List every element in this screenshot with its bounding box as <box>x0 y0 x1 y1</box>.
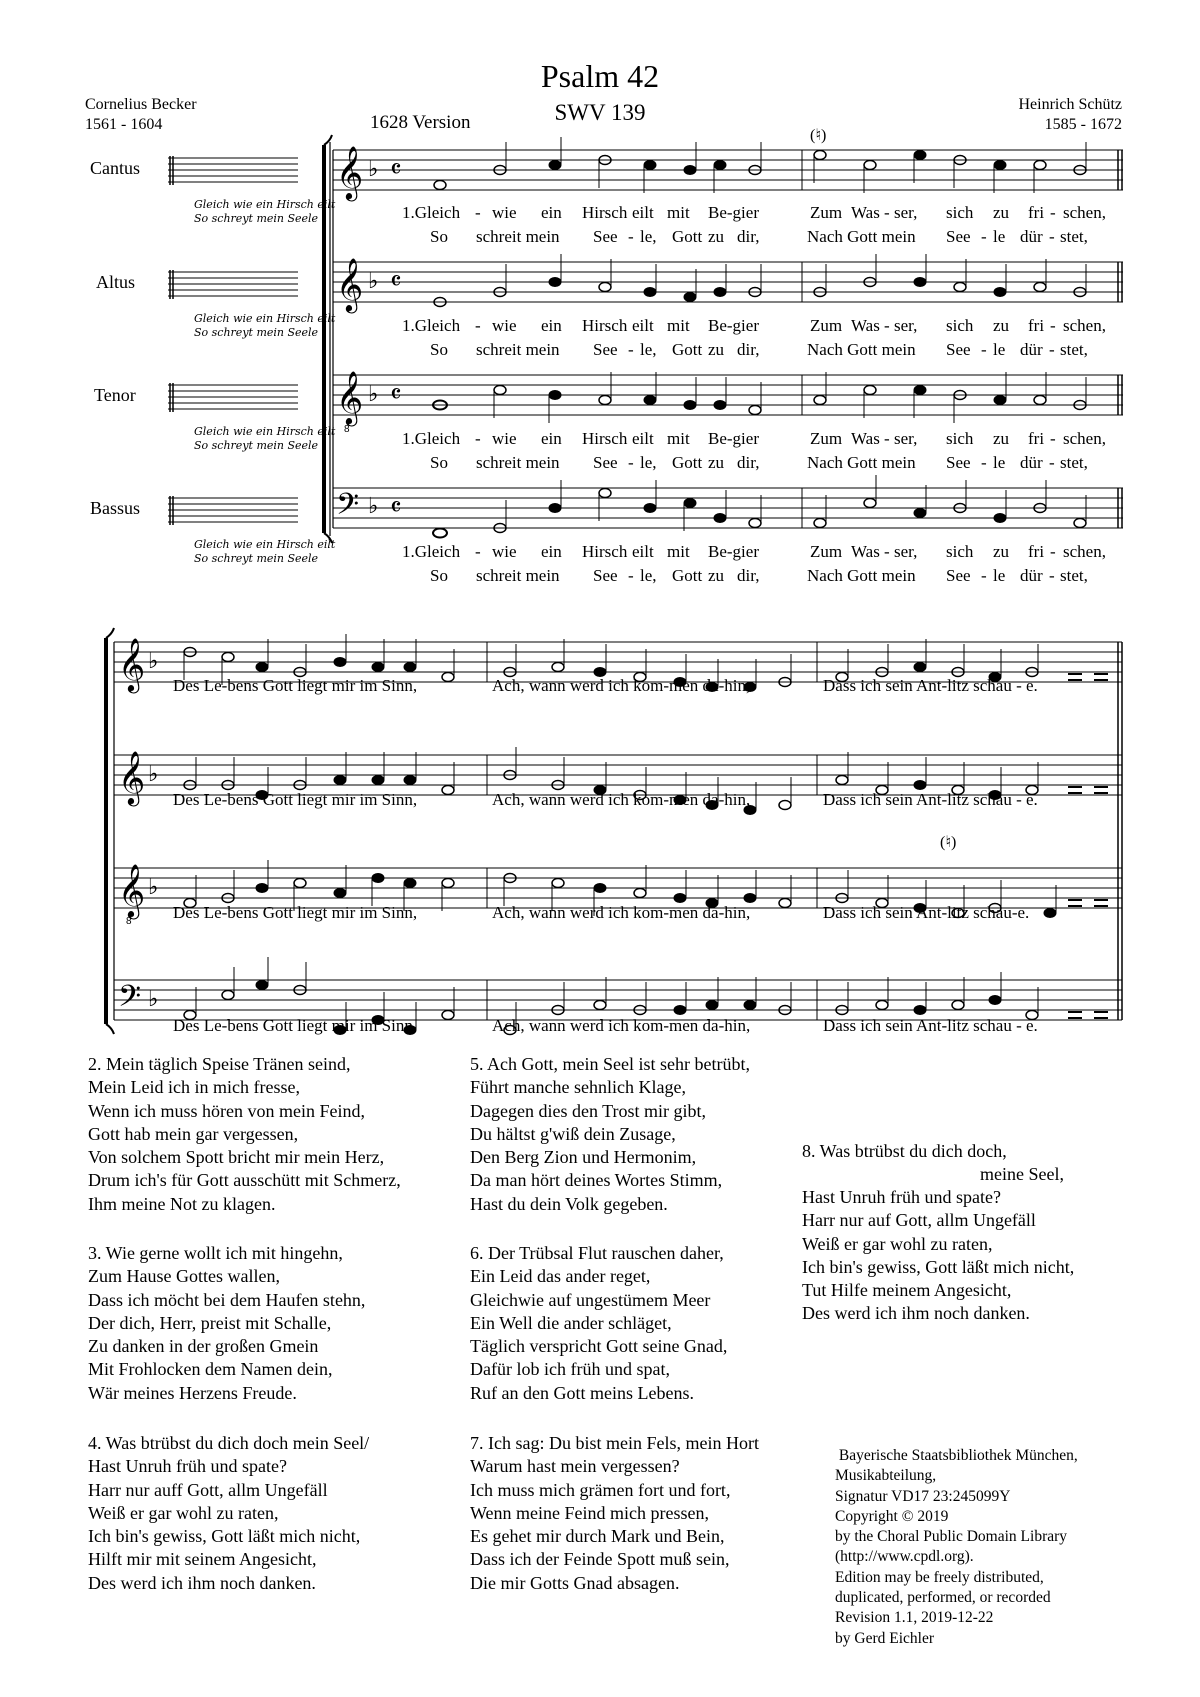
svg-text:𝄞: 𝄞 <box>118 863 146 917</box>
svg-text:♭: ♭ <box>148 649 159 674</box>
lyrics-s2-altus-m5: Dass ich sein Ant-litz schau - e. <box>823 790 1038 809</box>
verse-3: 3. Wie gerne wollt ich mit hingehn, Zum Hause Gottes wallen, Dass ich möcht bei dem Haufen stehn, Der dich, Herr, preist mit Schalle, Zu danken in der großen Gmein Mit Frohlocken dem Namen dein, Wär meines Herzens Freude. <box>88 1243 366 1403</box>
svg-text:8: 8 <box>344 424 350 435</box>
verse-8-first: 8. Was btrübst du dich doch, <box>802 1141 1007 1161</box>
lyrics-s2-tenor-m5: Dass ich sein Ant-litz schau-e. <box>823 903 1030 922</box>
page-title: Psalm 42 <box>540 58 660 94</box>
incipit-bassus: Gleich wie ein Hirsch eilt So schreyt mein Seele <box>194 538 336 565</box>
editorial-natural-mark-tenor: (♮) <box>940 834 957 851</box>
lyrics-s2-altus-m3: Des Le-bens Gott liegt mir im Sinn, <box>173 790 418 809</box>
svg-text:♭: ♭ <box>368 382 379 407</box>
verse-7: 7. Ich sag: Du bist mein Fels, mein Hort Warum hast mein vergessen? Ich muss mich grämen fort und fort, Wenn meine Feind mich pressen, Es gehet mir durch Mark und Bein, Dass ich der Feinde Spott muß sein, Die mir Gotts Gnad absagen. <box>470 1433 759 1593</box>
voice-name-cantus: Cantus <box>90 158 141 178</box>
incipit-tenor: Gleich wie ein Hirsch eilt So schreyt mein Seele <box>194 425 336 452</box>
composer-dates: 1585 - 1672 <box>1044 116 1122 133</box>
voice-name-bassus: Bassus <box>90 498 141 518</box>
svg-text:𝄞: 𝄞 <box>336 145 364 199</box>
svg-text:𝄴: 𝄴 <box>390 267 402 297</box>
svg-text:𝄢: 𝄢 <box>118 980 142 1021</box>
lyrics-s2-bassus-m5: Dass ich sein Ant-litz schau - e. <box>823 1016 1038 1035</box>
lyrics-s2-bassus-m4: Ach, wann werd ich kom-men da-hin, <box>492 1016 751 1035</box>
noteheads-s1-cantus <box>434 137 1086 193</box>
svg-text:𝄞: 𝄞 <box>118 750 146 804</box>
verse-6: 6. Der Trübsal Flut rauschen daher, Ein Leid das ander reget, Gleichwie auf ungestümem Meer Ein Well die ander schläget, Täglich verspricht Gott seine Gnad, Dafür lob ich früh und spat, Ruf an den Gott meins Lebens. <box>470 1243 728 1403</box>
lyrics-s2-tenor-m4: Ach, wann werd ich kom-men da-hin, <box>492 903 751 922</box>
poet-dates: 1561 - 1604 <box>85 116 163 133</box>
svg-text:𝄴: 𝄴 <box>390 493 402 523</box>
lyrics-s2-tenor-m3: Des Le-bens Gott liegt mir im Sinn, <box>173 903 418 922</box>
incipit-cantus: Gleich wie ein Hirsch eilt So schreyt mein Seele <box>194 198 336 225</box>
lyrics-s2-cantus-m3: Des Le-bens Gott liegt mir im Sinn, <box>173 676 418 695</box>
svg-text:𝄴: 𝄴 <box>390 155 402 185</box>
lyrics-s2-cantus-m4: Ach, wann werd ich kom-men da-hin, <box>492 676 751 695</box>
svg-text:♭: ♭ <box>148 987 159 1012</box>
incipit-staves <box>168 158 298 522</box>
page-subtitle: SWV 139 <box>554 100 646 125</box>
lyrics-s2-cantus-m5: Dass ich sein Ant-litz schau - e. <box>823 676 1038 695</box>
svg-text:8: 8 <box>126 916 132 927</box>
lyrics-s2-bassus-m3: Des Le-bens Gott liegt mir im Sinn, <box>173 1016 418 1035</box>
svg-text:♭: ♭ <box>368 157 379 182</box>
svg-text:♭: ♭ <box>368 494 379 519</box>
svg-text:𝄴: 𝄴 <box>390 380 402 410</box>
verse-5: 5. Ach Gott, mein Seel ist sehr betrübt, Führt manche sehnlich Klage, Dagegen dies den Trost mir gibt, Du hältst g'wiß dein Zusage, Den Berg Zion und Hermonim, Da man hört deines Wortes Stimm, Hast du dein Volk gegeben. <box>470 1054 750 1214</box>
incipit-altus: Gleich wie ein Hirsch eilt So schreyt mein Seele <box>194 312 336 339</box>
svg-text:♭: ♭ <box>148 762 159 787</box>
svg-text:𝄞: 𝄞 <box>336 370 364 424</box>
verse-8: Hast Unruh früh und spate? Harr nur auf Gott, allm Ungefäll Weiß er gar wohl zu raten, Ich bin's gewiss, Gott läßt mich nicht, Tut Hilfe meinem Angesicht, Des werd ich ihm noch danken. <box>802 1187 1075 1324</box>
lyrics-s2-altus-m4: Ach, wann werd ich kom-men da-hin, <box>492 790 751 809</box>
svg-text:𝄢: 𝄢 <box>336 488 360 529</box>
svg-text:♭: ♭ <box>148 875 159 900</box>
verse-2: 2. Mein täglich Speise Tränen seind, Mein Leid ich in mich fresse, Wenn ich muss hören von mein Feind, Gott hab mein gar vergessen, Von solchem Spott bricht mir mein Herz, Drum ich's für Gott ausschütt mit Schmerz, Ihm meine Not zu klagen. <box>88 1054 401 1214</box>
version-label: 1628 Version <box>370 112 471 133</box>
svg-text:♭: ♭ <box>368 269 379 294</box>
composer-name: Heinrich Schütz <box>1018 96 1122 113</box>
voice-name-altus: Altus <box>96 272 136 292</box>
verse-4: 4. Was btrübst du dich doch mein Seel/ Hast Unruh früh und spate? Harr nur auff Gott, allm Ungefäll Weiß er gar wohl zu raten, Ich bin's gewiss, Gott läßt mich nicht, Hilft mir mit seinem Angesicht, Des werd ich ihm noch danken. <box>88 1433 370 1593</box>
voice-name-tenor: Tenor <box>94 385 136 405</box>
editorial-natural-mark: (♮) <box>810 127 827 144</box>
credits-block: Bayerische Staatsbibliothek München, Musikabteilung, Signatur VD17 23:245099Y Copyright © 2019 by the Choral Public Domain Library (http://www.cpdl.org). Edition may be freely distributed, duplicated, performed, or recorded Revision 1.1, 2019-12-22 by Gerd Eichler <box>835 1447 1078 1647</box>
system2-staves <box>114 642 1122 1020</box>
verse-8-indent: meine Seel, <box>980 1164 1064 1184</box>
svg-text:𝄞: 𝄞 <box>118 637 146 691</box>
poet-name: Cornelius Becker <box>85 96 197 113</box>
svg-text:𝄞: 𝄞 <box>336 257 364 311</box>
